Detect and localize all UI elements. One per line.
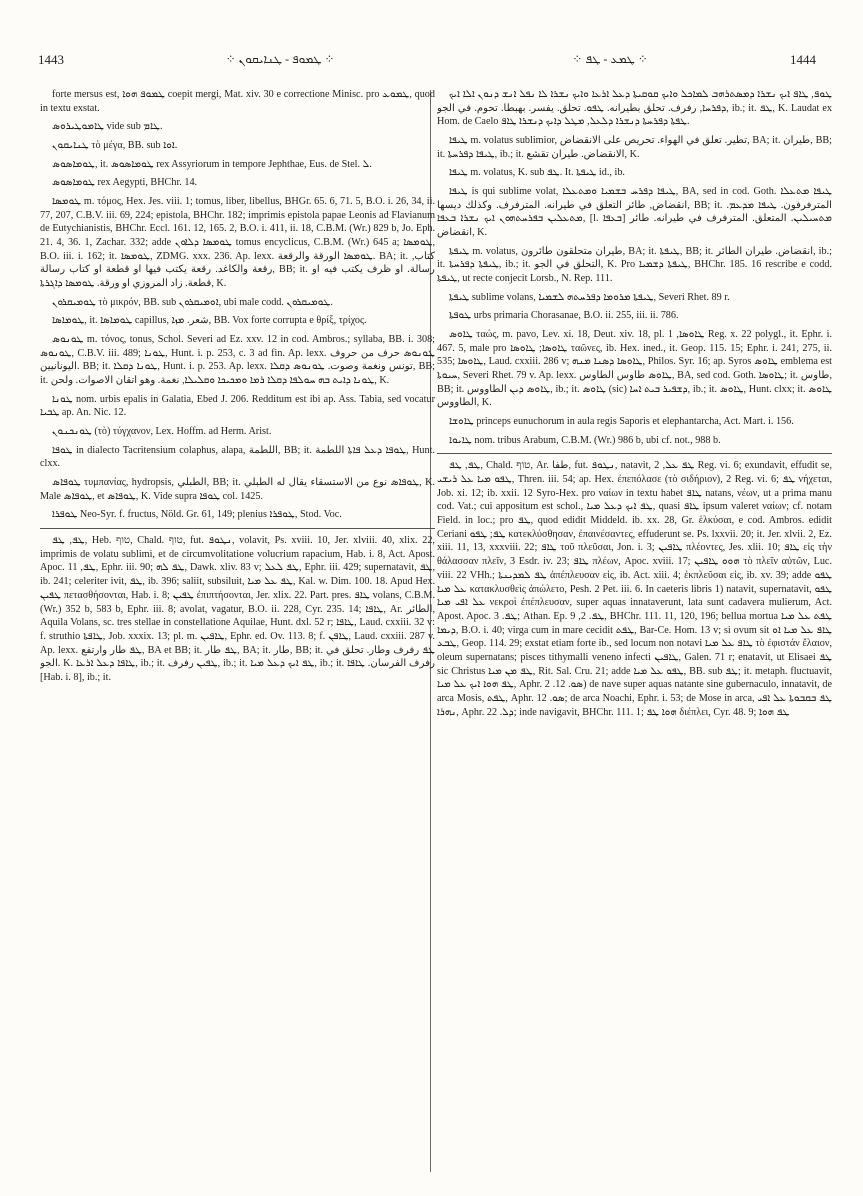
entry: ܛܐܝܘܐ nom. tribus Arabum, C.B.M. (Wr.) 986 b, ubi cf. not., 988 b. <box>449 434 721 446</box>
entry: ܛܦ, ܛܦ, Chald. טוף, Ar. طفا, fut. ܢܛܘܦ, natavit, ܛܦ ܥܠ, 2 Reg. vi. 6; exundavit, effudit se, ܛܦܘ ܡܝܐ ܥܠ ܪܝܫܝ, Thren. iii. 54; ap. Hex. ἐπεπόλασε (τὸ σιδήριον), 2 Reg. vi. 6; ܛܦ νήχεται, Job. xi. 12; ib. xxii. 12 Syro-Hex. pro ναίων in textu habet ܛܐܦ natans, νέων, ut a prima manu cod. Vat.; cui appositum est schol., ܛܦ ܐܝܟ ܕܥܠ ܡܝܐ, quasi ܛܐܦ ipsum valeret ναίων; cf. notam Field. in loc.; pro ܛܦ, quod edidit Middeld. ib. xx. 28, Gr. ἑλκύσαι, e cod. Ambros. edidit Ceriani ܛܦ; ܛܦܘ κατεκλύσθησαν, ἐπαινέσαντες, effuderunt se. Ps. lxxvii. 20; it. Jer. xlvii. 2, Ez. xiii. 11, 13, xxxviii. 22; ܛܐܦ τοῦ πλεῦσαι, Jon. i. 3; ܛܐܦܝܢ πλέοντες, Jes. xlii. 10; ܛܐܦ εἰς τὴν θάλασσαν πλεῖν, 3 Esdr. iv. 23; ܛܐܦ πλέων, Apoc. xviii. 17; ܗܘܘ ܛܐܦܝܢ τὸ πλεῖν αὐτῶν, Luc. viii. 22 VHh.; ܛܦ ܠܡܕܝܢܬܐ ἀπέπλευσαν εἰς, ib. Act. xiii. 4; ἐκπλεῦσαι εἰς, ib. xv. 39; adde ܛܦܘ ܥܠ ܡܝܐ κατακλυσθεὶς ἀπώλετο, Pesh. 2 Pet. iii. 6. In caeteris libris 1) natavit, supernatavit, ܛܦܘ ܥܠ ܐܦܝ ܡܝܐ νεκροὶ ἐπέπλευσαν, super aquas innataverunt, lata sunt cadavera mulierum, Act. Apost. Apoc. ܛܦ. 3; Athan. Ep. ܛܦ. 2, 9, BHChr. 111. 11, 120, 196; bellua mortua ܛܦܬ ܥܠ ܡܝܐ ܕܝܡܐ, B.O. i. 40; virga cum in mare cecidit ܛܦܬ, Bar-Ce. Hom. 13 v; si ovum sit ܛܐܦ ܥܠ ܡܝܐ ܐܘ ܛܒܥ, Geop. 114. 29; exstat etiam forte ib., sed locum non notavi ܛܐܦ ܥܠ ܡܝܐ τὸ ἐφιστάν ἔλαιον, oleum supernatans; pisces tithymalli veneno infecti ܛܐܦܝܢ, Galen. 71 r; enatavit, ut Elisaei ܛܦ sic Christus ܛܦ ܡܢ ܡܝܐ, Rit. Sal. Cru. 21; adde ܛܦܘ ܥܠ ܡܝܐ, BB. sub ܛܦ; it. metaph. fluctuavit, ܛܦ ܗܘܐ ܐܝܟ ܥܠ ܡܝܐ, Aphr. ܣܘ. 12. 2) de nave super aquas natante sine gubernaculo, innatavit, de arca Mosis, ܛܦܬ, Aphr. ܣܘ. 12; de arca Noachi, Ephr. i. 53; de Mose in arca, ܛܦ ܒܩܒܘܬܐ ܥܠ ܐܦܝ ܢܗܪܐ, Aphr. ܕܠ. 22; inde navigavit, BHChr. 111. 1; ܗܘܐ ܛܦ διέπλει, Cyr. 48. 9; ܛܦ ܗܘܐ <box>437 453 832 719</box>
entry: ܛܝܦܐ m. volatus sublimior, تطير. تعلق في الهواء. تحريص على الانقضاض, BA; it. طيران, BB; it. ܛܝܦܐ ܕܦܪܚܬܐ, ib.; it. الانقضاض. طيران تقشع, K. <box>437 135 832 160</box>
left-page-number: 1443 <box>38 52 64 67</box>
entry: ܛܦ, ܛܦ, Heb. טוף, Chald. טוף, fut. ܢܛܘܦ, volavit, Ps. xviii. 10, Jer. xlviii. 40, xlix. 22, imprimis de volatu sublimi, et de circumvolitatione volucrium rapacium, Hab. i. 8, Act. Apost. Apoc. ܛܦ, 11, Ephr. iii. 90; ܛܦ ܠܗ, Dawk. xliv. 83 v; ܛܦ ܠܥܠ, Ephr. iii. 429; supernatavit, ܛܦ, ib. 241; celeriter ivit, ܛܦ, ib. 396; saliit, subsiluit, ܛܦ ܥܠ ܡܝܐ, Kal. w. Dim. 100. 18. Apud Hex. ܛܦܝܢ πετασθήσονται, Hab. i. 8; ܛܦܝܢ ἐπιπτήσονται, Jer. xlix. 22. Part. pres. ܛܐܦ volans, C.B.M. (Wr.) 352 b, 583 b, Ephr. iii. 8; avolat, vagatur, B.O. ii. 228, Cyr. 235. 14; ܛܐܦܐ, Ar. الطائر, Aquila Volans, sc. tres stellae in constellatione Aquilae, Hunt. dxl. 52 r; ܛܐܦܐ, Laud. cxxiii. 32 v: f. struthio ܛܐܦܬܐ, Job. xxxix. 13; pl. m. ܛܐܦܝܢ, Ephr. ed. Ov. 113. 8; f. ܛܐܦܢ, Laud. cxxiii. 287 v. Ap. lexx. ܛܦ طار وارتفع, BA et BB; it. ܛܦ طار, BA; it. طار, BB; it. ܛܦ رفرف وطار. تحلق في الجو. K. ܛܐܦܐ ܕܥܠ ܐܪܥܐ, ib.; it. ܛܦܝܢ رفرف, ib.; it. ܛܦ ܐܝܟ ܕܥܠ ܡܝܐ, ib.; it. رفرف الفرسان. ܛܐܦܐ [Hab. i. 8], ib.; it. <box>40 528 435 684</box>
entry: ܛܘܡܣܐ m. τόμος, Hex. Jes. viii. 1; tomus, liber, libellus, BHGr. 65. 6, 71. 5, B.O. i. 26, 34, ii. 77, 207, C.B.V. iii. 69, 224; epistola, BHChr. 182; imprimis epistola papae Leonis ad Flavianum de Eutychianistis, BHChr. Eccl. 161. 12, 165. 2, B.O. i. 411, ii. 18, C.B.M. (Wr.) 829 b, Jo. Eph. 21. 4, 36. 1, Zachar. 332; adde ܛܘܡܣܐ ܕܠܐܘܢ tomus encyclicus, C.B.M. (Wr.) 645 a; ܛܘܡܣܐ, B.O. iii. i. 162; it. ܛܘܡܣܐ, ZDMG. xxx. 236. Ap. lexx. ܛܘܡܣܐ الورقة والرقعة. BA; it. كتاب, رقعة والكاغد. رقعة يكتب فيها او قطعة او كتاب رسالة, BB; it. رسالة. او ظرف يكتب فيه او قطعة. زاد المروزي او ورقة. ܛܘܡܣܐ ܕܐܓܪܬܐ, K. <box>40 196 435 290</box>
right-running-title: ⁘ ܛܡܥ - ܛܦ ⁘ <box>572 52 648 66</box>
entry: ܛܘܦܬܐ urbs primaria Chorasanae, B.O. ii. 255, iii. ii. 786. <box>449 310 679 322</box>
entry: ܛܘܢܐ nom. urbis epalis in Galatia, Ebed J. 206. Redditum est ibi ap. Ass. Tabia, sed vocatur ܛܒܝܐ ap. An. Nic. 12. <box>40 393 435 419</box>
left-running-title: ⁘ ܛܡܘܦ - ܛܢܐܝܩܘܢ ⁘ <box>225 52 335 66</box>
entry: ܛܘܢܟܢܘܢ (τὸ) τύγχανον, Lex. Hoffm. ad Herm. Arist. <box>52 426 272 438</box>
entry: ܛܘܡܐܣܘܣ rex Aegypti, BHChr. 14. <box>52 177 198 189</box>
left-column <box>40 88 435 1178</box>
entry: ܛܘܡܐܣܘܣ, it. ܛܘܡܐܣܘܣ rex Assyriorum in tempore Jephthae, Eus. de Stel. ܠ. <box>52 158 372 170</box>
entry: ܛܐܡܘܛܝܪܘܣ vide sub ܛܐܡ. <box>52 121 163 133</box>
entry: ܛܝܦܬܐ m. volatus, طيران متحلقون طائرون, BA; it. ܛܝܦܬܐ, BB; it. انقضاض. طيران الطائر, ib.; it. ܛܝܦܬܐ ܕܦܪܚܬܐ, ib.; it. التحلق في الجو, K. Pro ܛܝܦܬܐ ܕܫܡܝܐ, BHChr. 185. 16 rescribe e codd. ܛܝܦܬܐ, ut recte conjecit Lorsb., N. Rep. 111. <box>437 245 832 285</box>
entry: ܛܘܦܪܐ Neo-Syr. f. fructus, Nöld. Gr. 61, 149; plenius ܛܘܦܪܐ, Stod. Voc. <box>52 509 342 521</box>
entry: ܛܝܦܐ m. volatus, K. sub ܛܦ. It. ܛܝܦܬܐ id., ib. <box>449 167 625 179</box>
entry: ܛܘܡܐܣܐ, it. ܛܘܡܐܣܐ capillus, شعر. ܡܙܐ, BB. Vox forte corrupta e θρίξ, τρίχος. <box>52 315 367 327</box>
entry: ܛܝܦܬܐ sublime volans, ܛܝܦܬܐ ܡܪܘܡܐ ܕܦܪܚܬܗ ܠܫܡܝܐ, Severi Rhet. 89 r. <box>449 291 730 303</box>
entry: ܛܐܘܫܐ princeps eunuchorum in aula regis Saporis et elephantarcha, Act. Mart. i. 156. <box>449 416 794 428</box>
entry: ܛܐܘܣ ταώς, m. pavo, Lev. xi. 18, Deut. xiv. 18, pl. ܛܐܘܣܐ, 1 Reg. x. 22 polygl., it. Ephr. i. 467. 5, male pro ܛܐܘܣܐ; ܛܐܘܣܐ ταῶνες, ib. Hex. ined., it. Geop. 115. 15; Ephr. i. 241, 275, ii. 535; ܛܐܘܣܐ, Laud. cxxiii. 286 v; ܛܐܘܣܐ ܕܣܢܐ ܡܢܗ, Philos. Syr. 16; ap. Syros ܛܐܘܣ emblema est ܚܝܘܬܐ, Severi Rhet. 79 v. Ap. lexx. ܛܐܘܣ طاوس الطاوس, BA, sed cod. Goth. ܛܐܘܣܐ; it. طاوس, BB; it. ܛܐܘܣ ܕܝܢ الطاووس, ib.; it. ܛܐܘܣ (sic) ܕܫܦܝܪ ܒܝܬ ܐܚܐ, ib.; it. ܛܐܘܣ, Hunt. clxx; it. ܛܐܘܣ الطاووس, K. <box>437 329 832 409</box>
entry: ܛܝܦܐ is qui sublime volat, ܛܝܦܐ ܕܦܪܚ ܒܫܡܝܐ ܘܡܬܥܠܐ, BA, sed in cod. Goth. ܛܝܦܐ ܡܬܥܠܐ انقضاض, طائر التعلق في طيرانه. المترفرف. وكذلك ديسها, BB; it. المترفرفون. ܛܝܦܐ ܡܕܥܡ. ܡܬܥܠܝܢ ܒܦܪܚܬܗܘܢ ܐܝܟ ܢܫܪܐ ܒܥܦܐ, [l. ܒܥܦܐ] ܡܬܚܝܠܝܢ. المتعلق. المترفرف في طيرانه. طائر انقضاض, K. <box>437 186 832 239</box>
entry: ܛܘܦܐܣ τυμπανίας, hydropsis, الطبلي, BB; it. ܛܘܦܐܣ نوع من الاستسقاء يقال له الطبلي, K. Male ܛܘܦܐܣ, et ܛܘܦܐܣ, K. Vide supra ܛܘܦܐ col. 1425. <box>40 477 435 502</box>
entry: ܛܘܡܝܩܪܘܢ τὸ μικρόν, BB. sub ܐܘܡܝܩܪܘܢ, ubi male codd. ܛܘܡܝܩܪܘܢ. <box>52 296 333 308</box>
entry: ܛܢܐܝܩܘܢ τὸ μέγα, BB. sub ܐܘܐ. <box>52 140 178 152</box>
entry: forte mersus est, ܛܡܘܦ ܗܘܐ coepit mergi, Mat. xiv. 30 e correctione Minisc. pro ܛܡܘܥ, quod in textu exstat. <box>40 89 435 114</box>
entry: ܛܘܦܐ in dialecto Tacritensium colaphus, alapa, اللطمة, BB; it. ܛܘܦܐ ܕܥܠ ܦܐܬܐ اللطمة, Hunt. clxx. <box>40 444 435 470</box>
right-page-number: 1444 <box>790 52 816 67</box>
entry: ܛܘܦ, ܛܐܦ ܐܝܟ ܢܫܪܐ ܕܡܣܬܪܗܒ ܠܡܐܟܠ ܘܐܝܟ ܩܘܩܝܬܐ ܕܥܠ ܐܪܥܐ ܘܐܝܟ ܢܫܪܐ ܠܐ ܢܦܠ ܐܢܫ ܕܢܘܢ ܐܠܐ ܐܝܟ ܕܦܪܚܐ, رفرف. تحلق بطيرانه. ܛܦܘ. تحلق. يفسر. بهبطا. تحوم. في الجو, ib.; it. ܛܦ, K. Laudat ex Hom. de Caelo ܛܦܬܐ ܕܦܪܚܬܐ ܕܢܫܪܐ ܕܠܥܠ, ܡܛܠ ܕܐܝܟ ܕܢܫܪܐ ܛܐܦ. <box>437 89 832 128</box>
right-column <box>437 88 832 1178</box>
entry: ܛܘܢܘܣ m. τόνος, tonus, Schol. Severi ad Ez. xxv. 12 in cod. Ambros.; syllaba, BB. i. 308; ܛܘܢܘܣ, C.B.V. iii. 489; ܛܘܢܐ, Hunt. i. p. 253, c. 3 ad fin. Ap. lexx. ܛܘܢܘܣ حرف من حروف اليونانيين. BB; it. ܛܘܢܐ ܕܩܠܐ, Hunt. i. p. 253. Ap. lexx. تونس ونغمة وصوت. ܛܘܢܘܣ ܕܩܠܐ, BB; it. ܛܘܢܐ ܕܐܝܬ ܒܗ ܚܘܠܦܐ ܕܩܠܐ ܪܡܐ ܘܡܟܝܟܐ ܘܩܠܝܠܐ, نغمة. وهو اتقان الاصوات. ولحن, K. <box>40 334 435 387</box>
